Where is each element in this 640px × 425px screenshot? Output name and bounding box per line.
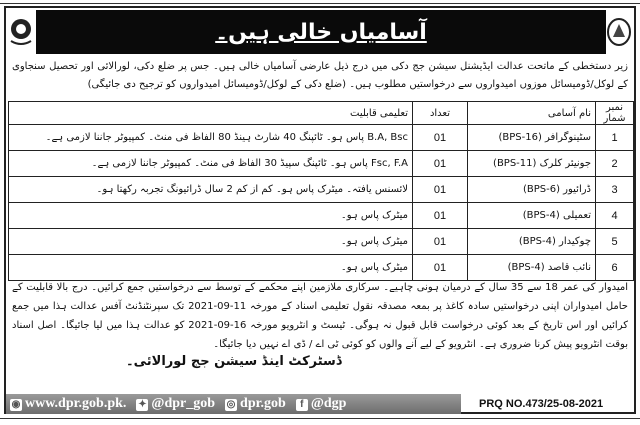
serial-cell: 1 — [596, 125, 634, 151]
quantity-cell: 01 — [413, 177, 468, 203]
header-post-name: نام آسامی — [468, 102, 596, 125]
post-name-cell: چوکیدار (BPS-4) — [468, 229, 596, 255]
qualification-cell: Fsc, F.A پاس ہو۔ ٹائپنگ سپیڈ 30 الفاظ فی منٹ۔ کمپیوٹر جاننا لازمی ہے۔ — [9, 151, 413, 177]
prq-number: PRQ NO.473/25-08-2021 — [479, 398, 604, 410]
post-name-cell: سٹینوگرافر (BPS-16) — [468, 125, 596, 151]
table-row — [9, 177, 634, 203]
serial-cell: 6 — [596, 255, 634, 281]
facebook-icon: f — [296, 399, 308, 411]
instructions-paragraph: امیدوار کی عمر 18 سے 35 سال کے درمیان ہونی چاہیے۔ سرکاری ملازمین اپنے محکمے کے توسط سے درخواستیں جمع کرائیں۔ درج بالا قابلیت کے حامل امیدواران اپنی درخواستیں سادہ کاغذ پر بمعہ مصدقہ نقول تعلیمی اسناد کے مورخہ 11-09-2021 تک سپرنٹنڈنٹ آفس عدالت ہذا میں جمع کرائیں اور اس تاریخ کے بعد کوئی درخواست قابل قبول نہ ہوگی۔ ٹیسٹ و انٹرویو مورخہ 16-09-2021 کو عدالت ہذا میں لیا جائیگا۔ اصل اسناد بوقت انٹرویو پیش کرنا ضروری ہے۔ انٹرویو کے لیے آنے والوں کو کوئی ٹی اے / ڈی اے نہیں دیا جائیگا۔ — [12, 282, 628, 350]
table-row — [9, 203, 634, 229]
post-name-cell: ڈرائیور (BPS-6) — [468, 177, 596, 203]
quantity-cell: 01 — [413, 229, 468, 255]
qualification-cell: B.A, Bsc پاس ہو۔ ٹائپنگ 40 شارٹ ہینڈ 80 الفاظ فی منٹ۔ کمپیوٹر جاننا لازمی ہے۔ — [9, 125, 413, 151]
post-name-cell: جونیئر کلرک (BPS-11) — [468, 151, 596, 177]
header-quantity: تعداد — [413, 102, 468, 125]
post-name-cell: تعمیلی (BPS-4) — [468, 203, 596, 229]
post-name-cell: نائب قاصد (BPS-4) — [468, 255, 596, 281]
qualification-cell: میٹرک پاس ہو۔ — [9, 229, 413, 255]
qualification-cell: میٹرک پاس ہو۔ — [9, 203, 413, 229]
twitter-icon: ✦ — [138, 399, 147, 410]
website-link[interactable]: ◉ www.dpr.gob.pk. — [11, 396, 127, 411]
table-row — [9, 229, 634, 255]
emblem-logo-left — [7, 10, 35, 54]
vacancies-table — [8, 101, 634, 281]
facebook-link[interactable]: f @dgp — [296, 396, 347, 412]
qualification-cell: میٹرک پاس ہو۔ — [9, 255, 413, 281]
serial-cell: 4 — [596, 203, 634, 229]
header-serial: نمبر شمار — [596, 102, 634, 125]
newspaper-border-top — [0, 0, 640, 4]
intro-paragraph: زیر دستخطی کے ماتحت عدالت ایڈیشنل سیشن جج دکی میں درج ذیل عارضی آسامیاں خالی ہیں۔ جس پر ضلع دکی، لورالائی اور تحصیل سنجاوی کے لوکل/ڈومیسائل موزوں امیدواروں سے درخواستیں مطلوب ہیں۔ (ضلع دکی کے لوکل/ڈومیسائل امیدواروں کو ترجیح دی جائیگی) — [12, 61, 628, 90]
quantity-cell: 01 — [413, 255, 468, 281]
instagram-link[interactable]: ◎ dpr.gob — [226, 396, 286, 411]
table-row — [9, 255, 634, 281]
job-advertisement — [4, 6, 636, 414]
quantity-cell: 01 — [413, 203, 468, 229]
twitter-link[interactable]: ✦ @dpr_gob — [138, 396, 216, 411]
globe-icon: ◉ — [11, 399, 21, 410]
signature-authority: ڈسٹرکٹ اینڈ سیشن جج لورالائی۔ — [126, 354, 342, 369]
quantity-cell: 01 — [413, 151, 468, 177]
qualification-cell: لائسنس یافتہ۔ میٹرک پاس ہو۔ کم از کم 2 سال ڈرائیونگ تجربہ رکھتا ہو۔ — [9, 177, 413, 203]
table-header-row — [9, 102, 634, 125]
serial-cell: 3 — [596, 177, 634, 203]
quantity-cell: 01 — [413, 125, 468, 151]
ad-title: آسامیاں خالی ہیں۔ — [215, 19, 427, 45]
footer-bar — [6, 394, 634, 414]
serial-cell: 2 — [596, 151, 634, 177]
social-links — [6, 394, 461, 414]
table-row — [9, 151, 634, 177]
table-row — [9, 125, 634, 151]
title-banner — [36, 10, 606, 54]
emblem-logo-right — [605, 10, 633, 54]
instagram-icon: ◎ — [226, 399, 236, 410]
serial-cell: 5 — [596, 229, 634, 255]
header-qualification: تعلیمی قابلیت — [9, 102, 413, 125]
newspaper-border-bottom — [0, 418, 640, 425]
